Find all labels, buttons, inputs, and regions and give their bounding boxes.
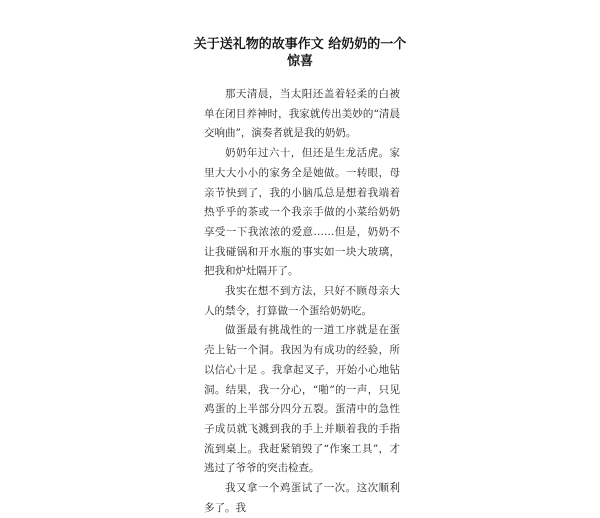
paragraph-5: 我又拿一个鸡蛋试了一次。这次顺利多了。我 <box>204 482 400 514</box>
document-title: 关于送礼物的故事作文 给奶奶的一个惊喜 <box>193 37 407 69</box>
paragraph-3: 我实在想不到方法，只好不顾母亲大人的禁令，打算做一个蛋给奶奶吃。 <box>204 285 400 317</box>
paragraph-2: 奶奶年过六十，但还是生龙活虎。家里大大小小的家务全是她做。一转眼，母亲节快到了，我的小脑瓜总是想着我端着热乎乎的茶或一个我亲手做的小菜给奶奶享受一下我浓浓的爱意……但是，奶奶不让我碰锅和开水瓶的事实如一块大玻璃，把我和炉灶隔开了。 <box>204 147 400 278</box>
paragraph-4: 做蛋最有挑战性的一道工序就是在蛋壳上钻一个洞。我因为有成功的经验，所以信心十足 。我拿起叉子，开始小心地钻洞。结果，我一分心，“啪”的一声，只见鸡蛋的上半部分四分五裂。蛋清中的急性子成员就飞溅到我的手上并顺着我的手指流到桌上。我赶紧销毁了“作案工具”，才逃过了爷爷的突击检查。 <box>204 324 400 475</box>
paragraph-1: 那天清晨，当太阳还盖着轻柔的白被单在闭目养神时，我家就传出美妙的“清晨交响曲”，演奏者就是我的奶奶。 <box>204 88 400 140</box>
document-body <box>204 85 400 518</box>
